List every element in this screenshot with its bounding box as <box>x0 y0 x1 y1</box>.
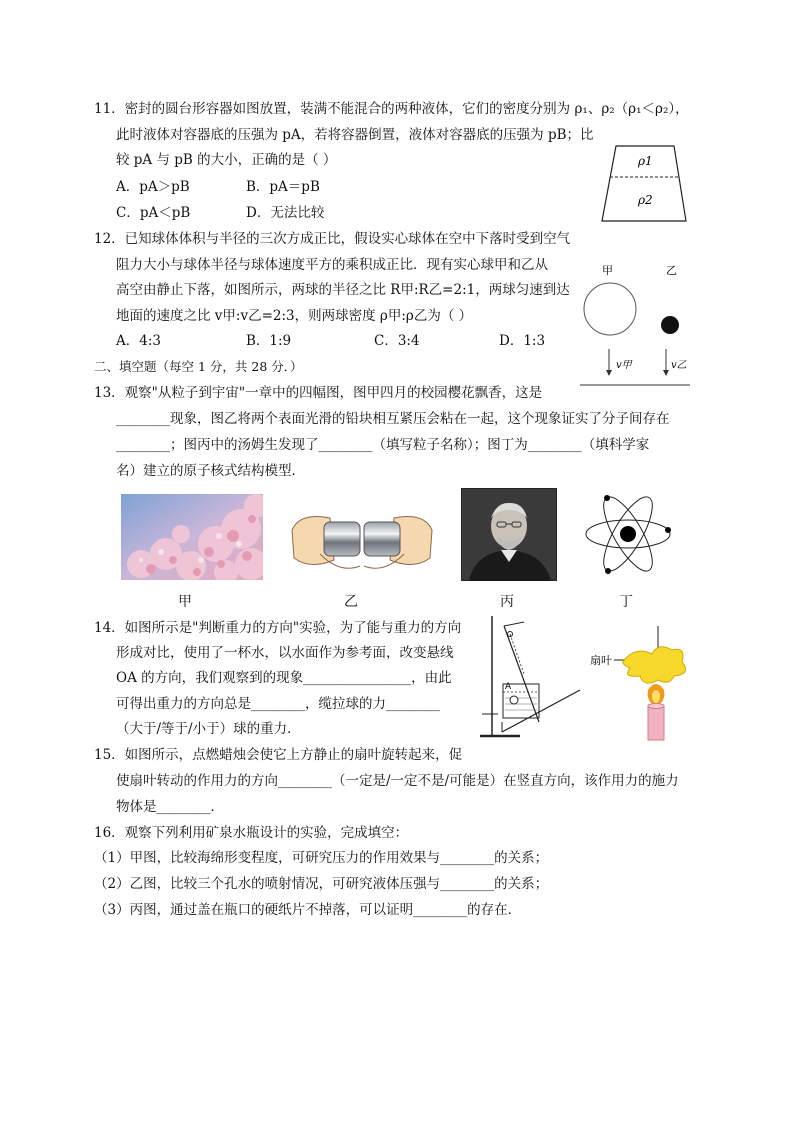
section-2-heading: 二、填空题（每空 1 分，共 28 分．） <box>94 359 303 374</box>
gravity-direction-apparatus <box>476 612 584 744</box>
lead-blocks-figure <box>290 500 434 580</box>
left-lead-block <box>324 522 360 556</box>
thomson-portrait <box>461 488 557 581</box>
ball-yi-label: 乙 <box>666 264 677 277</box>
q16-item-3: （3）丙图，通过盖在瓶口的硬纸片不掉落，可以证明________的存在． <box>94 902 522 918</box>
frustum-container-figure <box>598 144 690 224</box>
rho1-label: ρ1 <box>638 154 653 168</box>
q11-option-d: D．无法比较 <box>246 205 325 221</box>
fan-blade <box>623 647 686 683</box>
ball-jia <box>584 283 636 335</box>
q13-line3: ________；图丙中的汤姆生发现了________（填写粒子名称）；图丁为________（填科学家 <box>116 437 650 453</box>
q12-option-a: A．4:3 <box>116 333 161 349</box>
candle-fan-figure <box>586 624 694 746</box>
point-a-label: A <box>505 682 512 692</box>
caption-jia: 甲 <box>178 594 192 610</box>
caption-yi: 乙 <box>344 594 358 610</box>
q12-line1: 12．已知球体体积与半径的三次方成正比，假设实心球体在空中下落时受到空气 <box>94 231 571 247</box>
q13-line4: 名）建立的原子核式结构模型． <box>116 463 305 479</box>
nucleus <box>620 526 636 542</box>
atom-model-figure <box>582 488 674 580</box>
hanging-string <box>510 634 524 674</box>
ball <box>510 696 518 704</box>
q12-option-b: B．1:9 <box>246 333 292 349</box>
q16-item-2: （2）乙图，比较三个孔水的喷射情况，可研究液体压强与________的关系； <box>94 876 549 892</box>
right-lead-block <box>364 522 400 556</box>
electron <box>605 568 611 574</box>
ball-jia-label: 甲 <box>602 264 613 277</box>
q14-line2: 形成对比，使用了一杯水，以水面作为参考面，改变悬线 <box>116 645 454 661</box>
q11-line2: 此时液体对容器底的压强为 pA，若将容器倒置，液体对容器底的压强为 pB；比 <box>116 127 594 143</box>
caption-ding: 丁 <box>619 594 633 610</box>
q12-line3: 高空由静止下落，如图所示，两球的半径之比 R甲:R乙=2:1，两球匀速到达 <box>116 282 570 298</box>
electron <box>665 527 671 533</box>
q13-line1: 13．观察"从粒子到宇宙"一章中的四幅图，图甲四月的校园樱花飘香，这是 <box>94 385 543 401</box>
velocity-jia-label: v甲 <box>616 360 632 371</box>
q14-line4: 可得出重力的方向总是________，缆拉球的力________ <box>116 696 440 712</box>
ball-yi <box>661 316 679 334</box>
q11-option-b: B．pA＝pB <box>246 179 320 195</box>
velocity-yi-label: v乙 <box>671 360 687 371</box>
q14-line5: （大于/等于/小于）球的重力． <box>116 721 301 737</box>
cherry-blossom-photo <box>121 494 263 580</box>
q12-option-d: D．1:3 <box>499 333 546 349</box>
q11-line1: 11．密封的圆台形容器如图放置，装满不能混合的两种液体，它们的密度分别为 ρ₁、ρ₂（ρ₁＜ρ₂）， <box>94 101 689 117</box>
q11-option-a: A．pA＞pB <box>116 179 190 195</box>
q12-option-c: C．3:4 <box>374 333 420 349</box>
q11-line3: 较 pA 与 pB 的大小，正确的是（ ） <box>116 152 337 168</box>
fan-blade-label: 扇叶 <box>590 654 612 667</box>
candle <box>648 706 664 740</box>
q16-line1: 16．观察下列利用矿泉水瓶设计的实验，完成填空： <box>94 825 409 841</box>
q15-line1: 15．如图所示，点燃蜡烛会使它上方静止的扇叶旋转起来，促 <box>94 747 463 763</box>
caption-bing: 丙 <box>500 594 514 610</box>
q11-option-c: C．pA＜pB <box>116 205 191 221</box>
q15-line2: 使扇叶转动的作用力的方向________（一定是/一定不是/可能是）在竖直方向，该作用力的施力 <box>116 773 679 789</box>
falling-balls-figure <box>578 260 694 390</box>
q16-item-1: （1）甲图，比较海绵形变程度，可研究压力的作用效果与________的关系； <box>94 850 549 866</box>
q12-line2: 阻力大小与球体半径与球体速度平方的乘积成正比．现有实心球甲和乙从 <box>116 257 548 273</box>
electron <box>604 495 610 501</box>
q12-line4: 地面的速度之比 v甲:v乙=2:3，则两球密度 ρ甲:ρ乙为（ ） <box>116 308 473 324</box>
q14-line3: OA 的方向，我们观察到的现象________________，由此 <box>116 670 452 686</box>
q15-line3: 物体是________． <box>116 799 224 815</box>
q13-line2: ________现象，图乙将两个表面光滑的铅块相互紧压会粘在一起，这个现象证实了分子间存在 <box>116 411 670 427</box>
q14-line1: 14．如图所示是"判断重力的方向"实验，为了能与重力的方向 <box>94 620 462 636</box>
rho2-label: ρ2 <box>638 193 653 207</box>
